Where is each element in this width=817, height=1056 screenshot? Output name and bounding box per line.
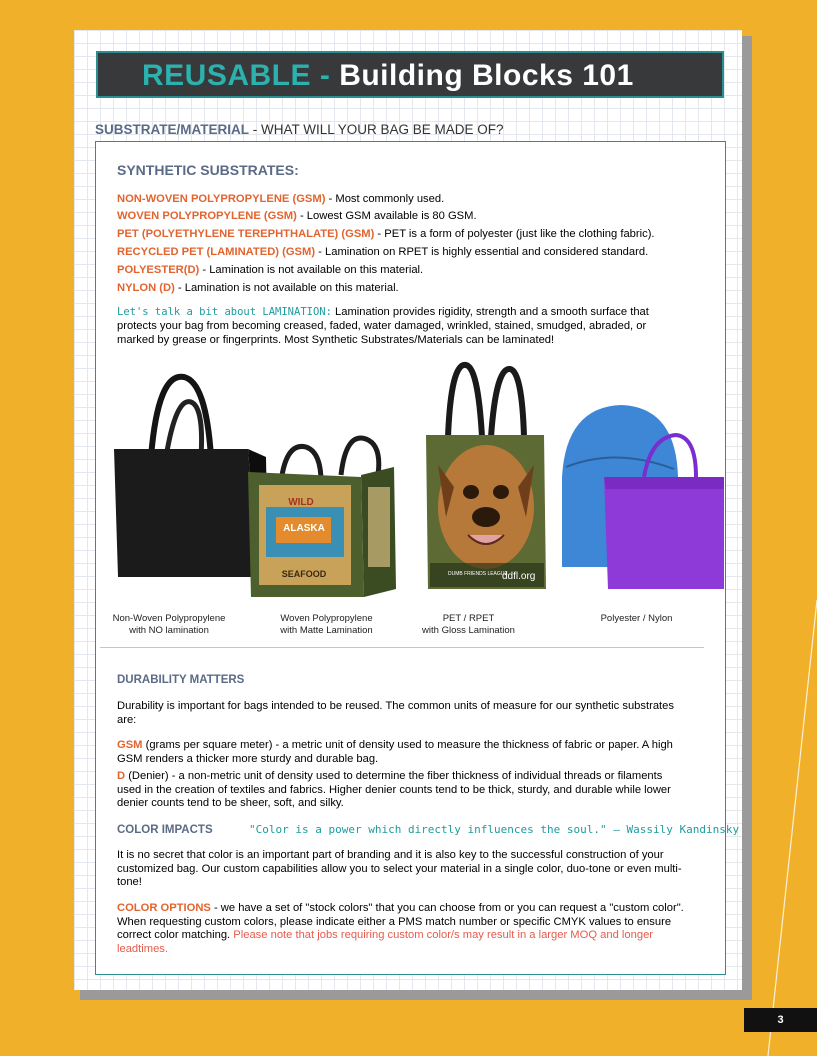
title-dash: - <box>311 59 340 92</box>
material-item <box>117 210 477 222</box>
page-title <box>142 59 634 93</box>
color-paragraph: It is no secret that color is an important part of branding and it is also key to the successful construction of your customized bag. Our custom capabilities allow you to select your material in a single color, duo-tone or even multi-tone! <box>117 849 682 888</box>
durability-intro: Durability is important for bags intended to be reused. The common units of measure for our synthetic substrates are: <box>117 700 674 726</box>
material-desc: - Lamination on RPET is highly essential and considered standard. <box>315 246 649 258</box>
caption-line: with NO lamination <box>129 625 209 636</box>
title-banner <box>96 51 724 98</box>
material-name: PET (POLYETHYLENE TEREPHTHALATE) (GSM) <box>117 228 375 240</box>
material-desc: - Most commonly used. <box>325 193 445 205</box>
color-impacts-heading: COLOR IMPACTS <box>117 824 213 836</box>
material-desc: - PET is a form of polyester (just like the clothing fabric). <box>374 228 655 240</box>
pet-print-small: DUMB FRIENDS LEAGUE <box>448 571 508 577</box>
nonwoven-bag-image <box>114 377 268 577</box>
color-options-paragraph <box>117 902 685 956</box>
bag-caption <box>406 613 531 637</box>
material-name: POLYESTER(D) <box>117 264 200 276</box>
bag-caption <box>101 613 237 637</box>
material-name: WOVEN POLYPROPYLENE (GSM) <box>117 210 297 222</box>
pet-print-logo: ddfl.org <box>502 571 536 582</box>
kandinsky-quote: "Color is a power which directly influences the soul." – Wassily Kandinsky <box>249 823 740 836</box>
color-options-text: - we have a set of "stock colors" that you can choose from or you can request a "custom color". When requesting custom colors, please indicate either a PMS match number or specific CMYK values to ensure correct color matching. <box>117 902 684 941</box>
denier-paragraph <box>117 770 685 811</box>
material-name: RECYCLED PET (LAMINATED) (GSM) <box>117 246 316 258</box>
material-name: NYLON (D) <box>117 282 175 294</box>
title-reusable: REUSABLE <box>142 59 312 92</box>
caption-line: Polyester / Nylon <box>600 613 673 624</box>
page-number: 3 <box>744 1008 817 1032</box>
gsm-text: (grams per square meter) - a metric unit of density used to measure the thickness of fabric or paper. A high GSM renders a thicker more sturdy and durable bag. <box>117 739 673 765</box>
subhead-question: - WHAT WILL YOUR BAG BE MADE OF? <box>249 122 504 137</box>
durability-heading: DURABILITY MATTERS <box>117 674 245 686</box>
page-sheet <box>74 30 742 990</box>
material-desc: - Lowest GSM available is 80 GSM. <box>296 210 477 222</box>
bag-caption <box>574 613 699 625</box>
denier-text: (Denier) - a non-metric unit of density used to determine the fiber thickness of individual threads or filaments used in the creation of textiles and fabrics. Higher denier counts tend to be thick, sturdy, and durable while lower denier counts tend to be sheer, soft, and silky. <box>117 770 671 809</box>
polyester-nylon-bags-image <box>562 405 724 589</box>
material-item <box>117 282 399 294</box>
material-item <box>117 228 655 240</box>
caption-line: with Matte Lamination <box>280 625 373 636</box>
synthetic-heading: SYNTHETIC SUBSTRATES: <box>117 162 299 178</box>
section-subhead <box>95 122 504 137</box>
material-desc: - Lamination is not available on this material. <box>199 264 424 276</box>
material-item <box>117 193 444 205</box>
woven-print-text-3: SEAFOOD <box>281 569 327 579</box>
caption-line: Woven Polypropylene <box>280 613 373 624</box>
woven-print-text-1: WILD <box>288 497 314 508</box>
material-item <box>117 246 648 258</box>
bags-illustration <box>96 357 724 597</box>
caption-line: Non-Woven Polypropylene <box>112 613 226 624</box>
woven-print-text-2: ALASKA <box>283 523 325 534</box>
denier-term: D <box>117 770 126 782</box>
custom-color-note: Please note that jobs requiring custom color/s may result in a larger MOQ and longer leadtimes. <box>117 929 654 955</box>
section-divider <box>100 647 704 648</box>
lamination-paragraph <box>117 305 682 347</box>
lamination-title: Let's talk a bit about LAMINATION: <box>117 306 332 318</box>
caption-line: with Gloss Lamination <box>422 625 515 636</box>
material-desc: - Lamination is not available on this material. <box>174 282 399 294</box>
bag-caption <box>264 613 389 637</box>
material-name: NON-WOVEN POLYPROPYLENE (GSM) <box>117 193 326 205</box>
gsm-paragraph <box>117 739 685 766</box>
title-building-blocks: Building Blocks 101 <box>339 59 634 92</box>
woven-bag-image <box>248 438 396 597</box>
lamination-text: Lamination provides rigidity, strength and a smooth surface that protects your bag from becoming creased, faded, water damaged, wrinkled, stained, smudged, abraded, or marked by grease or fingerprints. Most Synthetic Substrates/Materials can be laminated! <box>117 306 649 346</box>
subhead-label: SUBSTRATE/MATERIAL <box>95 122 249 137</box>
material-item <box>117 264 423 276</box>
content-frame <box>95 141 740 975</box>
pet-bag-image <box>426 365 546 589</box>
gsm-term: GSM <box>117 739 143 751</box>
caption-line: PET / RPET <box>442 613 495 624</box>
color-options-term: COLOR OPTIONS <box>117 902 211 914</box>
